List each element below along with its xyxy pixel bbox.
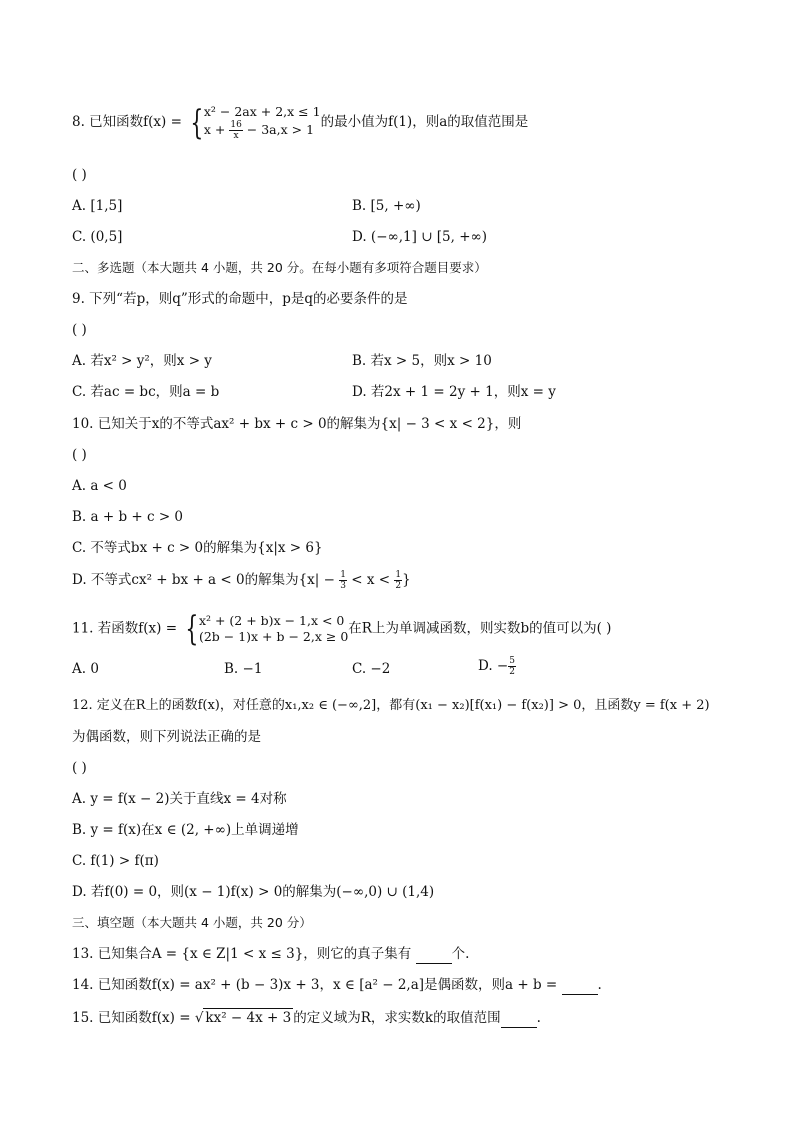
question-12-stem-1: 12. 定义在R上的函数f(x)，对任意的x₁,x₂ ∈ (−∞,2]，都有(x₁ − x₂)[f(x₁) − f(x₂)] > 0，且函数y = f(x + 2)	[72, 698, 710, 713]
q8-fraction: $\frac{16}{x}$	[230, 120, 242, 141]
q15-answer-blank[interactable]	[501, 1009, 537, 1028]
q12-option-c: C. f(1) > f(π)	[72, 853, 159, 869]
q15-radicand: kx² − 4x + 3	[205, 1010, 292, 1026]
q11-suffix: 在R上为单调减函数，则实数b的值可以为( )	[348, 620, 612, 637]
q8-option-d: D. (−∞,1] ∪ [5, +∞)	[352, 229, 488, 245]
q8-brace: {	[190, 102, 204, 143]
q11-brace: {	[185, 609, 199, 649]
q11-d-fraction: $\frac{5}{2}$	[509, 656, 515, 677]
question-11-stem	[72, 609, 612, 649]
q9-option-c: C. 若ac = bc，则a = b	[72, 384, 220, 400]
q12-option-b: B. y = f(x)在x ∈ (2, +∞)上单调递增	[72, 822, 299, 838]
q14-answer-blank[interactable]	[562, 976, 598, 995]
q11-option-c: C. −2	[352, 661, 391, 677]
question-13: 13. 已知集合A = {x ∈ Z|1 < x ≤ 3}，则它的真子集有 个.	[72, 946, 470, 962]
q10-option-a: A. a < 0	[72, 478, 127, 494]
q11-case2: (2b − 1)x + b − 2,x ≥ 0	[198, 629, 349, 644]
q8-answer-paren: ( )	[72, 167, 87, 183]
q8-option-c: C. (0,5]	[72, 229, 123, 245]
q12-option-a: A. y = f(x − 2)关于直线x = 4对称	[72, 791, 287, 807]
q9-option-d: D. 若2x + 1 = 2y + 1，则x = y	[352, 384, 556, 400]
q8-suffix: 的最小值为f(1)，则a的取值范围是	[320, 114, 529, 130]
q9-option-b: B. 若x > 5，则x > 10	[352, 353, 492, 369]
q9-answer-paren: ( )	[72, 322, 87, 338]
q13-answer-blank[interactable]	[416, 945, 452, 964]
question-12-stem-2: 为偶函数，则下列说法正确的是	[72, 729, 261, 745]
q10-fraction-2: $\frac{1}{2}$	[395, 570, 402, 591]
section-3-heading: 三、填空题（本大题共 4 小题，共 20 分）	[72, 915, 312, 930]
q8-piecewise	[204, 104, 321, 141]
q10-option-d: D. 不等式cx² + bx + a < 0的解集为{x| − $\frac{1}{3}$ < x < $\frac{1}{2}$ }	[72, 570, 411, 591]
q8-option-b: B. [5, +∞)	[352, 198, 421, 214]
q11-option-b: B. −1	[224, 661, 263, 677]
q11-option-a: A. 0	[72, 661, 99, 677]
sqrt-icon: √	[194, 1010, 204, 1026]
q11-prefix: 11. 若函数f(x) =	[72, 620, 178, 637]
question-14: 14. 已知函数f(x) = ax² + (b − 3)x + 3，x ∈ [a² − 2,a]是偶函数，则a + b = .	[72, 977, 602, 993]
q12-answer-paren: ( )	[72, 760, 87, 776]
q11-piecewise	[199, 613, 348, 645]
q8-case2: x + $\frac{16}{x}$ − 3a,x > 1	[203, 120, 315, 141]
q8-case1: x² − 2ax + 2,x ≤ 1	[203, 104, 321, 119]
section-2-heading: 二、多选题（本大题共 4 小题，共 20 分。在每小题有多项符合题目要求）	[72, 260, 487, 275]
question-9-stem: 9. 下列“若p，则q”形式的命题中，p是q的必要条件的是	[72, 291, 408, 307]
q8-prefix: 8. 已知函数	[72, 114, 144, 130]
question-15: 15. 已知函数f(x) = √ kx² − 4x + 3 的定义域为R，求实数k的取值范围 .	[72, 1010, 541, 1026]
q10-option-c: C. 不等式bx + c > 0的解集为{x|x > 6}	[72, 540, 323, 556]
question-8-stem	[72, 104, 528, 141]
q11-case1: x² + (2 + b)x − 1,x < 0	[198, 613, 345, 628]
q12-option-d: D. 若f(0) = 0，则(x − 1)f(x) > 0的解集为(−∞,0) ∪ (1,4)	[72, 884, 435, 900]
q8-option-a: A. [1,5]	[72, 198, 123, 214]
q9-option-a: A. 若x² > y²，则x > y	[72, 353, 212, 369]
q10-answer-paren: ( )	[72, 447, 87, 463]
q10-fraction-1: $\frac{1}{3}$	[340, 570, 346, 591]
question-10-stem: 10. 已知关于x的不等式ax² + bx + c > 0的解集为{x| − 3 < x < 2}，则	[72, 416, 522, 432]
q8-func: f(x) =	[143, 114, 182, 130]
q10-option-b: B. a + b + c > 0	[72, 509, 184, 525]
q11-option-d: D. − $\frac{5}{2}$	[478, 656, 515, 677]
